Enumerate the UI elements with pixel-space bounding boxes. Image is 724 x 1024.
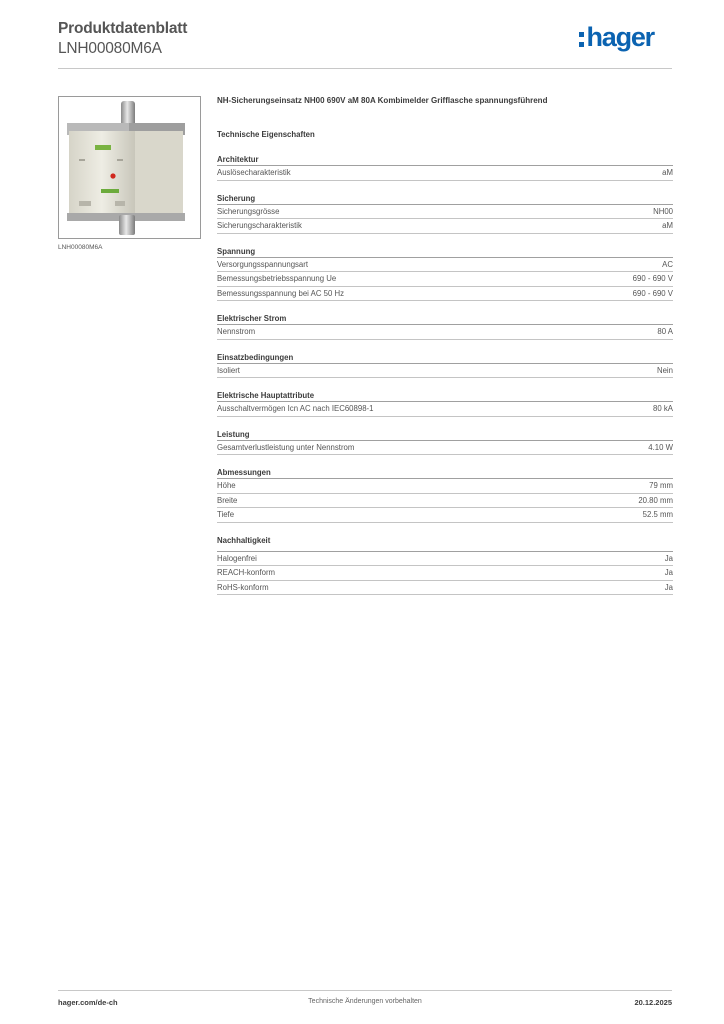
spec-group-title: Spannung — [217, 246, 673, 258]
spec-row — [217, 494, 673, 509]
spec-label: Breite — [217, 495, 238, 505]
logo-dots-icon — [579, 32, 584, 47]
spec-row — [217, 287, 673, 302]
spec-group-leistung — [217, 429, 673, 456]
footer-date: 20.12.2025 — [634, 998, 672, 1007]
spec-value: 4.10 W — [648, 442, 673, 452]
product-image-caption: LNH00080M6A — [58, 244, 103, 251]
spec-label: RoHS-konform — [217, 582, 269, 592]
spec-group-title: Elektrischer Strom — [217, 313, 673, 325]
spec-label: Auslösecharakteristik — [217, 168, 291, 178]
product-image-frame — [58, 96, 201, 239]
spec-value: Ja — [664, 568, 673, 578]
spec-row — [217, 402, 673, 417]
footer-disclaimer: Technische Änderungen vorbehalten — [308, 998, 422, 1005]
logo-text: hager — [586, 22, 654, 52]
spec-label: REACH-konform — [217, 568, 276, 578]
spec-label: Ausschaltvermögen Icn AC nach IEC60898-1 — [217, 404, 374, 414]
spec-value: 20.80 mm — [638, 495, 673, 505]
spec-label: Isoliert — [217, 365, 240, 375]
spec-value: aM — [662, 221, 673, 231]
spec-value: aM — [662, 168, 673, 178]
spec-row — [217, 166, 673, 181]
spec-row — [217, 325, 673, 340]
footer-divider — [58, 990, 672, 991]
spec-group-title: Architektur — [217, 154, 673, 166]
spec-value: 690 - 690 V — [632, 274, 673, 284]
product-title: NH-Sicherungseinsatz NH00 690V aM 80A Kombimelder Grifflasche spannungsführend — [217, 96, 548, 105]
spec-group-sicherung — [217, 193, 673, 234]
spec-value: 80 A — [657, 327, 673, 337]
spec-label: Sicherungscharakteristik — [217, 221, 302, 231]
spec-row — [217, 219, 673, 234]
spec-group-abmessungen — [217, 467, 673, 523]
spec-group-spannung — [217, 246, 673, 302]
spec-value: 52.5 mm — [642, 510, 673, 520]
fuse-product-image — [59, 97, 200, 238]
document-title: Produktdatenblatt — [58, 20, 188, 37]
spec-group-title: Leistung — [217, 429, 673, 441]
spec-label: Gesamtverlustleistung unter Nennstrom — [217, 442, 355, 452]
header-divider — [58, 68, 672, 69]
spec-label: Bemessungsspannung bei AC 50 Hz — [217, 288, 344, 298]
spec-row — [217, 479, 673, 494]
spec-group-title: Nachhaltigkeit — [217, 535, 673, 552]
spec-group-title: Abmessungen — [217, 467, 673, 479]
spec-row — [217, 566, 673, 581]
spec-row — [217, 364, 673, 379]
spec-label: Höhe — [217, 481, 236, 491]
spec-group-title: Elektrische Hauptattribute — [217, 390, 673, 402]
spec-label: Versorgungsspannungsart — [217, 259, 309, 269]
spec-group-title: Einsatzbedingungen — [217, 352, 673, 364]
hager-logo — [579, 22, 654, 53]
footer-website-link[interactable]: hager.com/de-ch — [58, 998, 118, 1007]
spec-value: Ja — [664, 553, 673, 563]
spec-group-architektur — [217, 154, 673, 181]
spec-value: 80 kA — [653, 404, 673, 414]
spec-row — [217, 581, 673, 596]
spec-row — [217, 552, 673, 567]
spec-group-elektrischer-strom — [217, 313, 673, 340]
spec-row — [217, 258, 673, 273]
spec-row — [217, 205, 673, 220]
spec-row — [217, 441, 673, 456]
spec-value: Ja — [664, 582, 673, 592]
spec-value: 690 - 690 V — [632, 288, 673, 298]
spec-value: NH00 — [653, 206, 673, 216]
section-heading: Technische Eigenschaften — [217, 130, 315, 139]
spec-value: AC — [662, 259, 673, 269]
spec-label: Nennstrom — [217, 327, 256, 337]
spec-value: Nein — [656, 365, 673, 375]
page-header — [58, 20, 672, 70]
spec-group-elektrische-hauptattribute — [217, 390, 673, 417]
spec-label: Bemessungsbetriebsspannung Ue — [217, 274, 337, 284]
spec-row — [217, 508, 673, 523]
specification-panel — [217, 96, 673, 595]
spec-value: 79 mm — [649, 481, 673, 491]
spec-group-nachhaltigkeit — [217, 535, 673, 596]
spec-label: Sicherungsgrösse — [217, 206, 280, 216]
spec-label: Halogenfrei — [217, 553, 257, 563]
spec-group-title: Sicherung — [217, 193, 673, 205]
spec-row — [217, 272, 673, 287]
product-code: LNH00080M6A — [58, 40, 162, 57]
spec-group-einsatzbedingungen — [217, 352, 673, 379]
spec-label: Tiefe — [217, 510, 235, 520]
